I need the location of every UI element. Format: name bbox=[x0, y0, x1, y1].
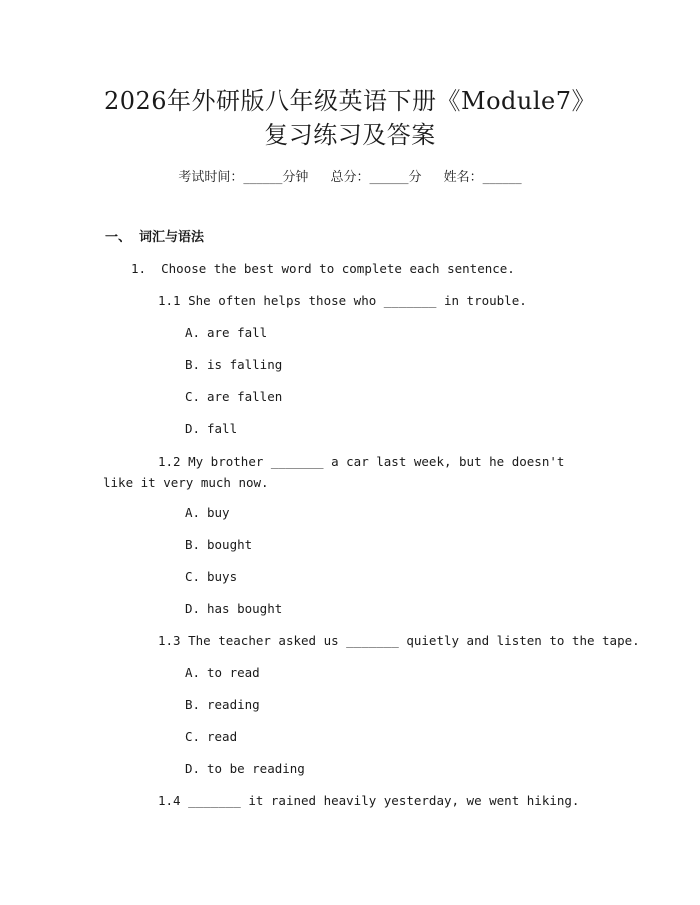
option-text: reading bbox=[207, 697, 260, 712]
sub-question bbox=[103, 451, 598, 493]
answer-option bbox=[185, 759, 305, 779]
document-title-line-1: 2026年外研版八年级英语下册《Module7》 bbox=[103, 87, 597, 115]
option-text: is falling bbox=[207, 357, 283, 372]
option-letter: C. bbox=[185, 569, 201, 584]
answer-option bbox=[185, 695, 260, 715]
document-title-line-2: 复习练习及答案 bbox=[264, 121, 436, 149]
answer-option bbox=[185, 663, 260, 683]
answer-option bbox=[185, 727, 237, 747]
section-number: 一、 bbox=[105, 230, 132, 245]
option-letter: A. bbox=[185, 325, 201, 340]
sub-question-text: The teacher asked us _______ quietly and listen to the tape. bbox=[188, 633, 640, 648]
option-letter: B. bbox=[185, 697, 201, 712]
answer-option bbox=[185, 387, 282, 407]
option-text: buys bbox=[207, 569, 238, 584]
option-letter: A. bbox=[185, 665, 201, 680]
option-text: to be reading bbox=[207, 761, 305, 776]
section-title: 词汇与语法 bbox=[139, 230, 205, 245]
option-letter: D. bbox=[185, 421, 201, 436]
exam-meta bbox=[0, 168, 700, 188]
option-text: to read bbox=[207, 665, 260, 680]
total-score-blank: ______ bbox=[369, 170, 409, 185]
question-number: 1. bbox=[131, 261, 147, 276]
answer-option bbox=[185, 503, 230, 523]
option-text: buy bbox=[207, 505, 230, 520]
option-letter: A. bbox=[185, 505, 201, 520]
student-name-blank: ______ bbox=[482, 170, 522, 185]
option-text: bought bbox=[207, 537, 253, 552]
student-name-label: 姓名： bbox=[443, 170, 483, 185]
exam-time-blank: ______ bbox=[243, 170, 283, 185]
answer-option bbox=[185, 355, 282, 375]
sub-question bbox=[158, 291, 527, 311]
section-heading bbox=[105, 228, 204, 248]
total-score-label: 总分： bbox=[330, 170, 370, 185]
option-text: are fallen bbox=[207, 389, 283, 404]
option-letter: C. bbox=[185, 729, 201, 744]
option-text: read bbox=[207, 729, 238, 744]
exam-time bbox=[178, 168, 308, 188]
option-text: has bought bbox=[207, 601, 283, 616]
sub-question-number: 1.1 bbox=[158, 293, 181, 308]
sub-question-number: 1.3 bbox=[158, 633, 181, 648]
answer-option bbox=[185, 535, 252, 555]
option-letter: B. bbox=[185, 357, 201, 372]
answer-option bbox=[185, 419, 237, 439]
sub-question-number: 1.4 bbox=[158, 793, 181, 808]
exam-time-label: 考试时间： bbox=[178, 170, 244, 185]
answer-option bbox=[185, 599, 282, 619]
sub-question-text: She often helps those who _______ in trouble. bbox=[188, 293, 527, 308]
exam-time-unit: 分钟 bbox=[282, 170, 309, 185]
question-prompt-text: Choose the best word to complete each sentence. bbox=[161, 261, 515, 276]
option-letter: C. bbox=[185, 389, 201, 404]
sub-question bbox=[158, 791, 579, 811]
sub-question-number: 1.2 bbox=[158, 454, 181, 469]
option-text: fall bbox=[207, 421, 238, 436]
answer-option bbox=[185, 567, 237, 587]
question-prompt bbox=[131, 259, 515, 279]
sub-question bbox=[158, 631, 640, 651]
student-name bbox=[444, 168, 522, 188]
sub-question-text: _______ it rained heavily yesterday, we went hiking. bbox=[188, 793, 580, 808]
sub-question-text: My brother _______ a car last week, but he doesn't like it very much now. bbox=[103, 454, 565, 490]
option-text: are fall bbox=[207, 325, 268, 340]
option-letter: B. bbox=[185, 537, 201, 552]
total-score bbox=[330, 168, 421, 188]
answer-option bbox=[185, 323, 267, 343]
option-letter: D. bbox=[185, 761, 201, 776]
option-letter: D. bbox=[185, 601, 201, 616]
total-score-unit: 分 bbox=[408, 170, 422, 185]
